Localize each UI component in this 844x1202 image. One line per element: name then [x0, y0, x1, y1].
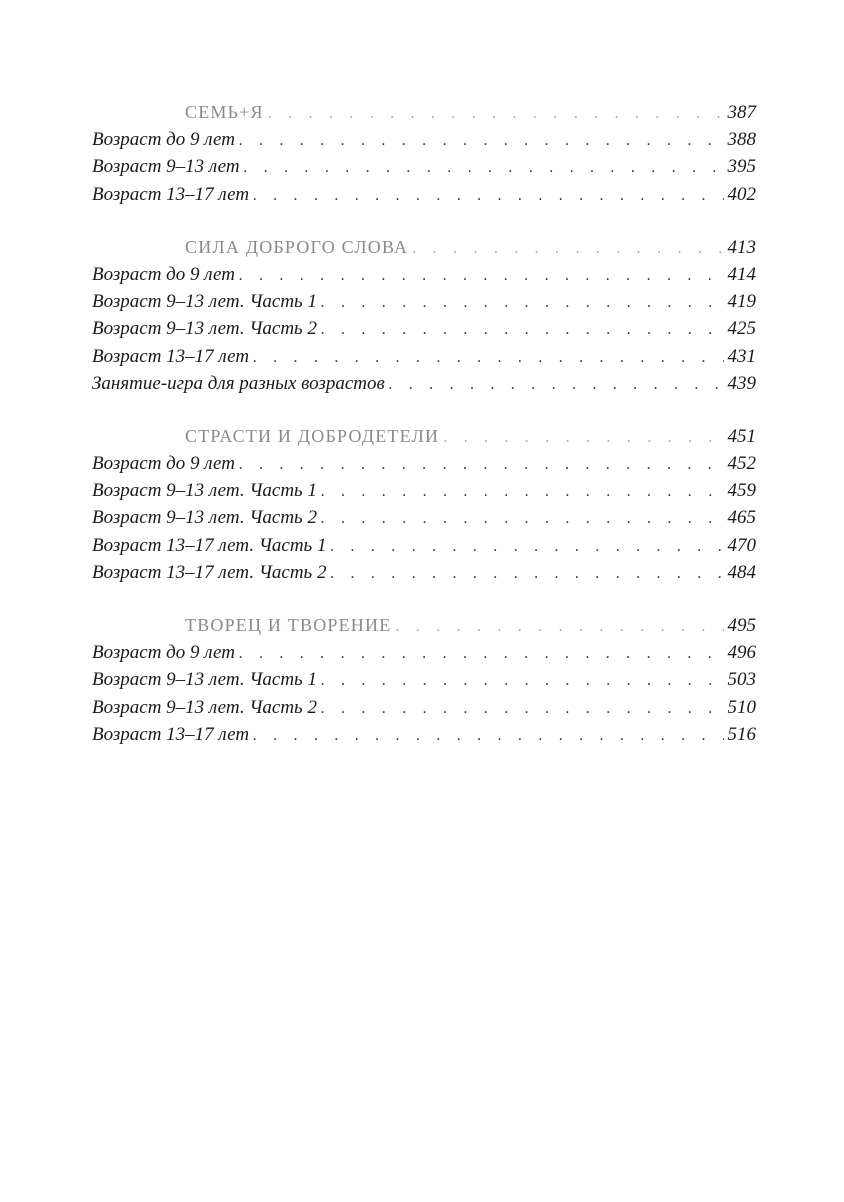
toc-entry[interactable]: [92, 181, 756, 208]
dot-leader: [412, 235, 723, 262]
toc-section: [92, 423, 756, 586]
page-number: 510: [727, 696, 756, 718]
dot-leader: [244, 154, 724, 181]
page-number: 496: [727, 642, 756, 664]
page-number: 470: [727, 534, 756, 556]
entry-label: Возраст 9–13 лет. Часть 2: [92, 694, 321, 721]
dot-leader: [239, 640, 724, 667]
entry-label: Возраст 9–13 лет. Часть 2: [92, 504, 321, 531]
toc-entry[interactable]: [92, 477, 756, 504]
dot-leader: [321, 505, 724, 532]
dot-leader: [253, 344, 723, 371]
page-number: 413: [727, 236, 756, 258]
page-number: 387: [727, 102, 756, 123]
dot-leader: [253, 722, 723, 749]
dot-leader: [321, 478, 724, 505]
toc-entry[interactable]: [92, 504, 756, 531]
dot-leader: [395, 613, 723, 640]
section-heading[interactable]: [92, 423, 756, 450]
page-number: 451: [727, 425, 756, 447]
page-number: 495: [727, 615, 756, 636]
page-number: 439: [727, 372, 756, 394]
page-number: 395: [727, 156, 756, 178]
page-number: 388: [727, 129, 756, 151]
page-number: 425: [727, 318, 756, 340]
toc-entry[interactable]: [92, 261, 756, 288]
dot-leader: [268, 100, 724, 127]
dot-leader: [321, 667, 724, 694]
entry-label: Возраст до 9 лет: [92, 639, 239, 666]
page-number: 431: [727, 345, 756, 367]
page-number: 484: [727, 561, 756, 583]
section-heading[interactable]: [92, 612, 756, 639]
dot-leader: [330, 533, 723, 560]
toc-entry[interactable]: [92, 450, 756, 477]
toc-entry[interactable]: [92, 370, 756, 397]
dot-leader: [239, 451, 724, 478]
page-number: 419: [727, 291, 756, 313]
toc-entry[interactable]: [92, 532, 756, 559]
dot-leader: [389, 371, 724, 398]
dot-leader: [321, 316, 724, 343]
dot-leader: [321, 695, 724, 722]
entry-label: Возраст до 9 лет: [92, 450, 239, 477]
page-number: 402: [727, 183, 756, 205]
toc-entry[interactable]: [92, 288, 756, 315]
page-number: 503: [727, 669, 756, 691]
entry-label: Возраст 9–13 лет. Часть 2: [92, 315, 321, 342]
entry-label: Возраст 13–17 лет: [92, 721, 253, 748]
section-heading[interactable]: [92, 99, 756, 126]
toc-entry[interactable]: [92, 666, 756, 693]
entry-label: Возраст 9–13 лет: [92, 153, 244, 180]
toc-section: [92, 234, 756, 397]
entry-label: Возраст 13–17 лет. Часть 1: [92, 532, 330, 559]
entry-label: Возраст 13–17 лет: [92, 343, 253, 370]
toc-entry[interactable]: [92, 343, 756, 370]
section-title: СИЛА ДОБРОГО СЛОВА: [185, 234, 412, 261]
section-title: ТВОРЕЦ И ТВОРЕНИЕ: [185, 612, 395, 639]
page-number: 516: [727, 723, 756, 745]
toc-entry[interactable]: [92, 153, 756, 180]
dot-leader: [253, 182, 723, 209]
entry-label: Возраст 13–17 лет. Часть 2: [92, 559, 330, 586]
toc-entry[interactable]: [92, 721, 756, 748]
entry-label: Возраст 9–13 лет. Часть 1: [92, 477, 321, 504]
page-number: 414: [727, 263, 756, 285]
entry-label: Возраст до 9 лет: [92, 261, 239, 288]
page-number: 459: [727, 480, 756, 502]
section-title: СТРАСТИ И ДОБРОДЕТЕЛИ: [185, 423, 443, 450]
toc-entry[interactable]: [92, 126, 756, 153]
entry-label: Возраст до 9 лет: [92, 126, 239, 153]
dot-leader: [330, 560, 723, 587]
entry-label: Возраст 9–13 лет. Часть 1: [92, 288, 321, 315]
entry-label: Занятие-игра для разных возрастов: [92, 370, 389, 397]
toc-entry[interactable]: [92, 639, 756, 666]
entry-label: Возраст 9–13 лет. Часть 1: [92, 666, 321, 693]
toc-entry[interactable]: [92, 559, 756, 586]
dot-leader: [321, 289, 724, 316]
table-of-contents: [92, 99, 756, 774]
dot-leader: [239, 262, 724, 289]
section-heading[interactable]: [92, 234, 756, 261]
page-number: 452: [727, 453, 756, 475]
toc-entry[interactable]: [92, 694, 756, 721]
toc-entry[interactable]: [92, 315, 756, 342]
toc-section: [92, 99, 756, 208]
section-title: СЕМЬ+Я: [185, 99, 268, 126]
dot-leader: [443, 424, 723, 451]
entry-label: Возраст 13–17 лет: [92, 181, 253, 208]
toc-section: [92, 612, 756, 748]
dot-leader: [239, 127, 724, 154]
page-number: 465: [727, 507, 756, 529]
